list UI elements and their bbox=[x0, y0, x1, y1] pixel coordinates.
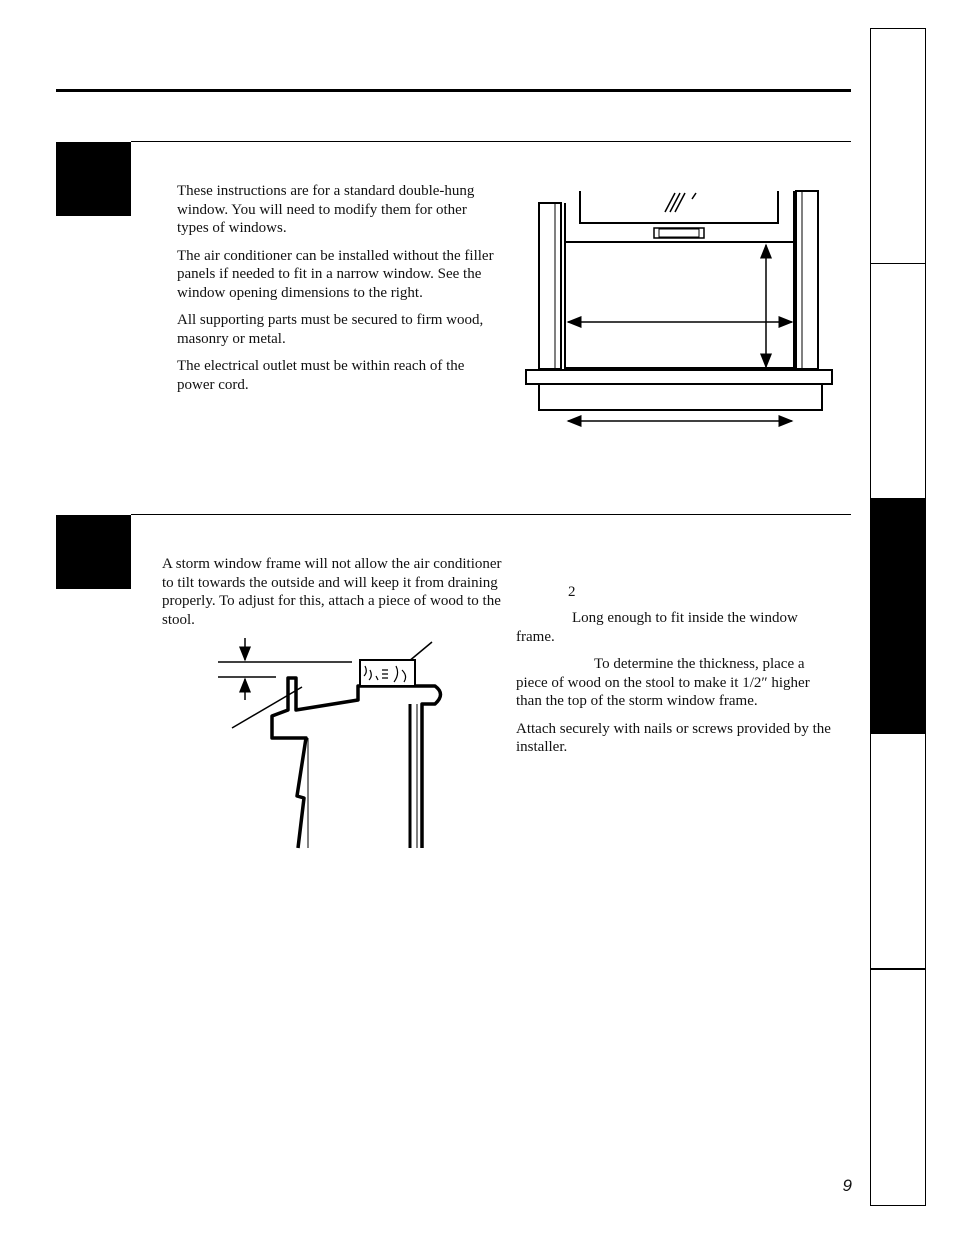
section1-paragraph: The electrical outlet must be within reach of the power cord. bbox=[177, 358, 465, 393]
right-jamb bbox=[796, 191, 818, 369]
section1-heading-block bbox=[56, 142, 131, 216]
storm-window-diagram bbox=[210, 636, 455, 854]
tab-divider bbox=[871, 968, 925, 970]
section2-intro bbox=[162, 555, 502, 629]
section-tab-sidebar bbox=[870, 28, 926, 1206]
storm-frame-profile bbox=[272, 678, 441, 848]
step-number: 2 bbox=[568, 584, 576, 600]
page-number: 9 bbox=[842, 1176, 852, 1195]
section1-paragraph: These instructions are for a standard double-hung window. You will need to modify them for other types of windows. bbox=[177, 183, 475, 236]
section1-paragraph: All supporting parts must be secured to firm wood, masonry or metal. bbox=[177, 312, 484, 347]
section2-steps bbox=[516, 583, 836, 766]
storm-window-intro: A storm window frame will not allow the air conditioner to tilt towards the outside and will keep it from draining properly. To adjust for this, attach a piece of wood to the stool. bbox=[162, 556, 502, 628]
tab-active bbox=[871, 498, 925, 734]
tab-divider bbox=[871, 263, 925, 264]
section2-rule bbox=[131, 514, 851, 515]
wood-strip bbox=[360, 660, 415, 686]
section1-text bbox=[177, 182, 497, 403]
left-jamb bbox=[539, 203, 561, 369]
wood-thickness-text: To determine the thickness, place a piece of wood on the stool to make it 1/2″ higher than the top of the storm window frame. bbox=[516, 656, 810, 709]
section2-heading-block bbox=[56, 515, 131, 589]
section1-paragraph: The air conditioner can be installed without the filler panels if needed to fit in a narrow window. See the window opening dimensions to the right. bbox=[177, 247, 494, 301]
window-opening-diagram bbox=[520, 185, 840, 430]
section1-rule bbox=[131, 141, 851, 142]
top-rule bbox=[56, 89, 851, 92]
attach-text: Attach securely with nails or screws provided by the installer. bbox=[516, 720, 831, 755]
window-apron bbox=[539, 384, 822, 410]
wood-length-text: Long enough to fit inside the window frame. bbox=[516, 610, 798, 645]
window-sill bbox=[526, 370, 832, 384]
